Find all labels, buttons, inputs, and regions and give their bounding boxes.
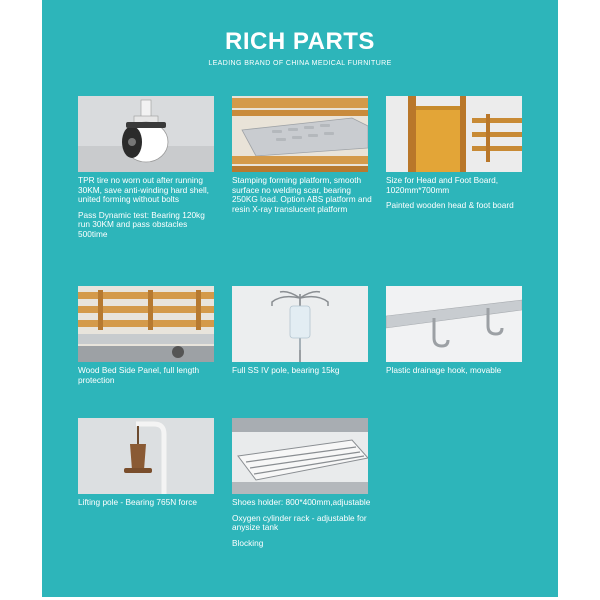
platform-description	[232, 176, 372, 220]
drainage-hook-image	[386, 286, 522, 362]
drainage-hook-description	[386, 366, 526, 382]
shoes-holder-text-1: Shoes holder: 800*400mm,adjustable	[232, 497, 371, 507]
headboard-text-2: Painted wooden head & foot board	[386, 200, 514, 211]
lifting-pole-text-1: Lifting pole - Bearing 765N force	[78, 497, 197, 507]
stamping-platform-image	[232, 96, 368, 172]
castor-wheel-image	[78, 96, 214, 172]
wood-side-panel-image	[78, 286, 214, 362]
iv-pole-text-1: Full SS IV pole, bearing 15kg	[232, 365, 340, 375]
lifting-pole-description	[78, 498, 218, 514]
side-panel-description	[78, 366, 218, 391]
lifting-pole-image	[78, 418, 214, 494]
rich-parts-panel	[42, 0, 558, 597]
wooden-head-board-image	[386, 96, 522, 172]
headboard-description	[386, 176, 526, 217]
headboard-text-1: Size for Head and Foot Board, 1020mm*700mm	[386, 175, 499, 195]
castor-text-1: TPR tire no worn out after running 30KM, save anti-winding hard shell, united forming without bolts	[78, 175, 209, 205]
iv-pole-image	[232, 286, 368, 362]
drainage-hook-text-1: Plastic drainage hook, movable	[386, 365, 502, 375]
page-subtitle: LEADING BRAND OF CHINA MEDICAL FURNITURE	[208, 60, 392, 67]
shoes-holder-image	[232, 418, 368, 494]
side-panel-text-1: Wood Bed Side Panel, full length protection	[78, 365, 200, 385]
shoes-holder-text-3: Blocking	[232, 537, 264, 548]
shoes-holder-text-2: Oxygen cylinder rack - adjustable for anysize tank	[232, 512, 367, 533]
castor-text-2: Pass Dynamic test: Bearing 120kg run 30KM and pass obstacles 500time	[78, 209, 205, 239]
shoes-holder-description	[232, 498, 372, 554]
castor-description	[78, 176, 218, 246]
iv-pole-description	[232, 366, 372, 382]
platform-text-1: Stamping forming platform, smooth surface no welding scar, bearing 250KG load. Option ABS platform and resin X-ray translucent platform	[232, 175, 372, 214]
page-title: RICH PARTS	[225, 28, 375, 55]
